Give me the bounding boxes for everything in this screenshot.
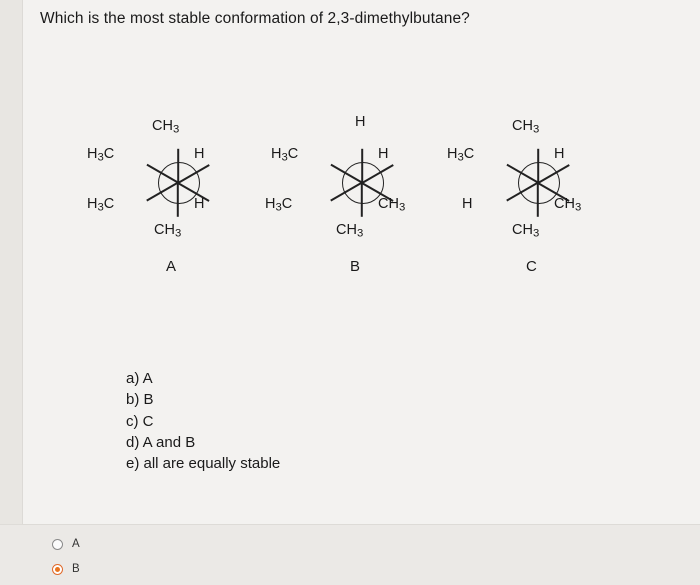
radio-button-b[interactable] bbox=[52, 564, 63, 575]
label-lower-left-a: $H_3C$ bbox=[87, 196, 115, 214]
bottom-option-b[interactable] bbox=[52, 563, 80, 575]
question-text: Which is the most stable conformation of 2,3-dimethylbutane? bbox=[40, 10, 470, 27]
radio-label-a: A bbox=[72, 538, 80, 550]
label-top-b: H bbox=[355, 114, 366, 130]
bond-front-top-a bbox=[177, 149, 179, 183]
label-lower-right-b: $CH_3$ bbox=[378, 196, 406, 214]
label-upper-left-b: $H_3C$ bbox=[271, 146, 299, 164]
bond-back-bottom-c bbox=[537, 183, 539, 217]
radio-label-b: B bbox=[72, 563, 80, 575]
newman-projection-c bbox=[438, 110, 638, 280]
answer-choice-e: e) all are equally stable bbox=[126, 455, 281, 473]
bond-back-top-b bbox=[361, 149, 363, 183]
bond-back-bottom-a bbox=[177, 183, 179, 217]
label-bottom-a: $CH_3$ bbox=[154, 222, 182, 240]
answer-choice-b: b) B bbox=[126, 391, 154, 409]
page-left-margin bbox=[0, 0, 23, 584]
label-upper-left-a: $H_3C$ bbox=[87, 146, 115, 164]
label-top-a: $CH_3$ bbox=[152, 118, 180, 136]
label-upper-right-b: H bbox=[378, 146, 389, 162]
newman-projection-a bbox=[78, 110, 278, 280]
label-lower-right-c: $CH_3$ bbox=[554, 196, 582, 214]
label-bottom-b: $CH_3$ bbox=[336, 222, 364, 240]
label-lower-left-c: H bbox=[462, 196, 473, 212]
answer-choice-c: c) C bbox=[126, 412, 154, 430]
structure-letter-a: A bbox=[166, 258, 177, 275]
label-lower-right-a: H bbox=[194, 196, 205, 212]
panel-divider bbox=[22, 524, 700, 525]
label-bottom-c: $CH_3$ bbox=[512, 222, 540, 240]
answer-choice-list bbox=[126, 368, 280, 474]
answer-choice-d: d) A and B bbox=[126, 433, 196, 451]
label-upper-right-c: H bbox=[554, 146, 565, 162]
bottom-option-a[interactable] bbox=[52, 538, 80, 550]
bottom-answer-panel bbox=[0, 524, 700, 585]
answer-choice-a: a) A bbox=[126, 370, 153, 387]
label-upper-right-a: H bbox=[194, 146, 205, 162]
structure-letter-b: B bbox=[350, 258, 361, 275]
label-lower-left-b: $H_3C$ bbox=[265, 196, 293, 214]
structure-letter-c: C bbox=[526, 258, 537, 275]
newman-projection-b bbox=[262, 110, 462, 280]
bond-front-top-c bbox=[537, 149, 539, 183]
label-top-c: $CH_3$ bbox=[512, 118, 540, 136]
label-upper-left-c: $H_3C$ bbox=[447, 146, 475, 164]
bond-back-bottom-b bbox=[361, 183, 363, 217]
radio-button-a[interactable] bbox=[52, 539, 63, 550]
